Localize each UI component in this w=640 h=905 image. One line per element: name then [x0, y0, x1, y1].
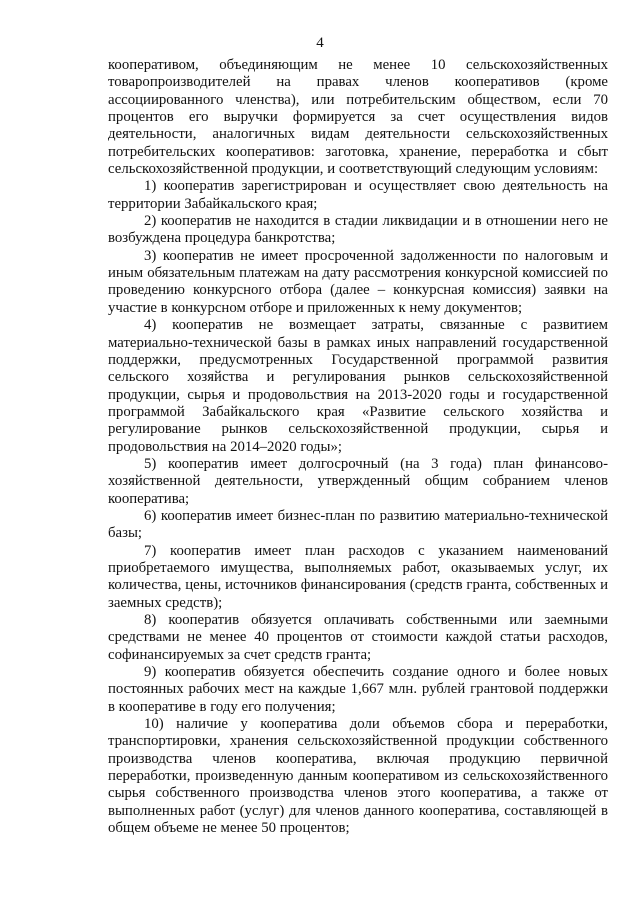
page-number: 4: [316, 35, 324, 51]
paragraph-condition-2: 2) кооператив не находится в стадии ликвидации и в отношении него не возбуждена процедура банкротства;: [108, 213, 608, 247]
paragraph-condition-7: 7) кооператив имеет план расходов с указанием наименований приобретаемого имущества, выполняемых работ, оказываемых услуг, их количества, цены, источников финансирования (средств гранта, собственных и заемных средств);: [108, 542, 608, 611]
paragraph-condition-8: 8) кооператив обязуется оплачивать собственными или заемными средствами не менее 40 процентов от стоимости каждой статьи расходов, софинансируемых за счет средств гранта;: [108, 612, 608, 663]
paragraph-condition-9: 9) кооператив обязуется обеспечить создание одного и более новых постоянных рабочих мест на каждые 1,667 млн. рублей грантовой поддержки в кооперативе в году его получения;: [108, 664, 608, 715]
paragraph-condition-4: 4) кооператив не возмещает затраты, связанные с развитием материально-технической базы в рамках иных направлений государственной поддержки, предусмотренных Государственной программой развития сельского хозяйства и регулирования рынков сельскохозяйственной продукции, сырья и продовольствия на 2013-2020 годы и государственной программой Забайкальского края «Развитие сельского хозяйства и регулирование рынков сельскохозяйственной продукции, сырья и продовольствия на 2014–2020 годы»;: [108, 317, 608, 455]
paragraph-condition-3: 3) кооператив не имеет просроченной задолженности по налоговым и иным обязательным платежам на дату рассмотрения конкурсной комиссией по проведению конкурсного отбора (далее – конкурсная комиссия) заявки на участие в конкурсном отборе и приложенных к нему документов;: [108, 247, 608, 316]
paragraph-intro: кооперативом, объединяющим не менее 10 сельскохозяйственных товаропроизводителей на правах членов кооперативов (кроме ассоциированного членства), или потребительским обществом, если 70 процентов его выручки формируется за счет осуществления видов деятельности, аналогичных видам деятельности сельскохозяйственных потребительских кооперативов: заготовка, хранение, переработка и сбыт сельскохозяйственной продукции, и соответствующий следующим условиям:: [108, 57, 608, 178]
document-body: [108, 57, 608, 837]
paragraph-condition-10: 10) наличие у кооператива доли объемов сбора и переработки, транспортировки, хранения сельскохозяйственной продукции собственного производства членов кооператива, включая продукцию первичной переработки, произведенную данным кооперативом из сельскохозяйственного сырья собственного производства членов этого кооператива, а также от выполненных работ (услуг) для членов данного кооператива, составляющей в общем объеме не менее 50 процентов;: [108, 716, 608, 837]
paragraph-condition-5: 5) кооператив имеет долгосрочный (на 3 года) план финансово-хозяйственной деятельности, утвержденный общим собранием членов кооператива;: [108, 455, 608, 507]
paragraph-condition-1: 1) кооператив зарегистрирован и осуществляет свою деятельность на территории Забайкальского края;: [108, 178, 608, 212]
paragraph-condition-6: 6) кооператив имеет бизнес-план по развитию материально-технической базы;: [108, 507, 608, 542]
